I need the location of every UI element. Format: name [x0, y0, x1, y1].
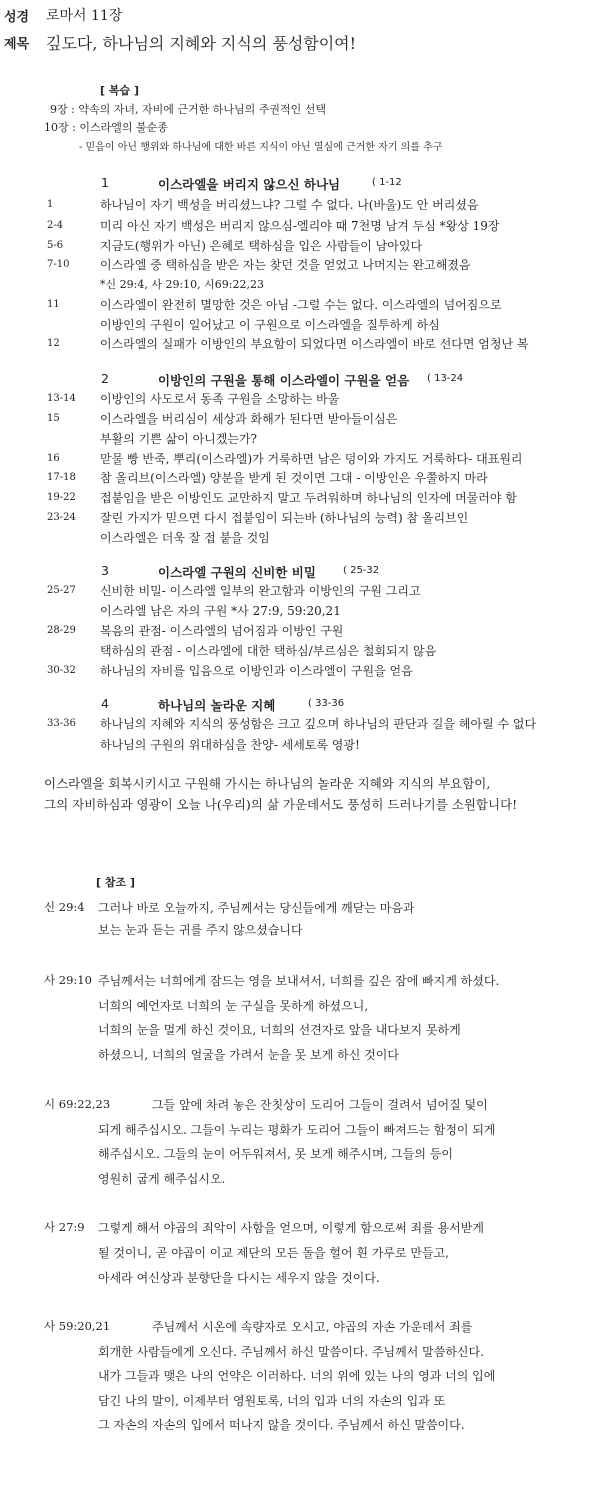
verse-ref: 15: [47, 413, 60, 424]
reference-line: 하셨으니, 너희의 얼굴을 가려서 눈을 못 보게 하신 것이다: [98, 1048, 399, 1062]
reference-line: 되게 해주십시오. 그들이 누리는 평화가 도리어 그들이 빠져드는 함정이 되게: [98, 1123, 496, 1137]
verse-ref: 28-29: [47, 625, 76, 636]
reference-line: 너희의 예언자로 너희의 눈 구실을 못하게 하셨으니,: [98, 999, 369, 1013]
verse-line: 이방인의 사도로서 동족 구원을 소망하는 바울: [100, 392, 340, 406]
reference-line: 해주십시오. 그들의 눈이 어두워져서, 못 보게 해주시며, 그들의 등이: [98, 1147, 453, 1161]
verse-ref: 5-6: [47, 240, 64, 251]
reference-line: 그 자손의 자손의 입에서 떠나지 않을 것이다. 주님께서 하신 말씀이다.: [98, 1418, 465, 1432]
reference-line: 회개한 사람들에게 오신다. 주님께서 하신 말씀이다. 주님께서 말씀하신다.: [98, 1345, 484, 1359]
reference-tag: [ 참조 ]: [96, 876, 135, 889]
verse-ref: 25-27: [47, 585, 76, 596]
section-range: ( 13-24: [427, 373, 464, 384]
verse-ref: 16: [47, 453, 60, 464]
reference-cite: 신 29:4: [44, 900, 85, 914]
verse-line: 이스라엘은 더욱 잘 접 붙을 것임: [100, 531, 270, 545]
review-ch10-sub: - 믿음이 아닌 행위와 하나님에 대한 바른 지식이 아닌 열심에 근거한 자기 의를 추구: [79, 142, 443, 153]
verse-line: 이스라엘 중 택하심을 받은 자는 찾던 것을 얻었고 나머지는 완고해졌음: [100, 258, 471, 272]
review-ch9: 9장 : 약속의 자녀, 자비에 근거한 하나님의 주권적인 선택: [50, 103, 326, 116]
verse-ref: 30-32: [47, 665, 76, 676]
reference-line: 될 것이니, 곧 야곱이 이교 제단의 모든 돌을 헐어 흰 가루로 만들고,: [98, 1246, 449, 1260]
review-ch10: 10장 : 이스라엘의 불순종: [44, 121, 168, 134]
reference-cite: 사 29:10: [44, 973, 92, 987]
verse-line: 잘린 가지가 믿으면 다시 접붙임이 되는바 (하나님의 능력) 참 올리브인: [100, 511, 469, 525]
reference-line: 그렇게 해서 야곱의 죄악이 사함을 얻으며, 이렇게 함으로써 죄를 용서받게: [98, 1221, 484, 1235]
verse-line: 택하심의 관점 - 이스라엘에 대한 택하심/부르심은 철회되지 않음: [100, 644, 437, 658]
label-scripture: 성경: [4, 10, 30, 25]
verse-line: 지금도(행위가 아닌) 은혜로 택하심을 입은 사람들이 남아있다: [100, 239, 423, 253]
verse-line: 부활의 기쁜 삶이 아니겠는가?: [100, 432, 257, 446]
verse-line: 하나님의 지혜와 지식의 풍성함은 크고 깊으며 하나님의 판단과 길을 헤아릴 수 없다: [100, 717, 537, 731]
reference-line: 보는 눈과 듣는 귀를 주지 않으셨습니다: [98, 923, 303, 937]
book-name: 로마서 11장: [46, 8, 123, 24]
verse-ref: 23-24: [47, 512, 76, 523]
verse-ref: 11: [47, 299, 60, 310]
review-tag: [ 복습 ]: [100, 84, 139, 97]
verse-line: 복음의 관점- 이스라엘의 넘어짐과 이방인 구원: [100, 624, 344, 638]
reference-cite: 사 27:9: [44, 1220, 85, 1234]
verse-ref: 19-22: [47, 492, 76, 503]
verse-line: 이스라엘 남은 자의 구원 *사 27:9, 59:20,21: [100, 604, 341, 618]
closing-line: 이스라엘을 회복시키시고 구원해 가시는 하나님의 놀라운 지혜와 지식의 부요함이,: [44, 776, 491, 791]
section-number: 1: [101, 175, 109, 190]
section-number: 3: [101, 563, 109, 578]
reference-line: 담긴 나의 말이, 이제부터 영원토록, 너의 입과 너의 자손의 입과 또: [98, 1394, 446, 1408]
verse-line: 하나님의 자비를 입음으로 이방인과 이스라엘이 구원을 얻음: [100, 664, 413, 678]
reference-line: 아세라 여신상과 분향단을 다시는 세우지 않을 것이다.: [98, 1271, 380, 1285]
label-title: 제목: [4, 37, 30, 52]
reference-line: 주님께서 시온에 속량자로 오시고, 야곱의 자손 가운데서 죄를: [152, 1320, 473, 1334]
reference-cite: 시 69:22,23: [44, 1097, 111, 1111]
section-number: 2: [101, 371, 109, 386]
verse-line: 이스라엘의 실패가 이방인의 부요함이 되었다면 이스라엘이 바로 선다면 엄청난 복: [100, 337, 529, 351]
reference-line: 너희의 눈을 멀게 하신 것이요, 너희의 선견자로 앞을 내다보지 못하게: [98, 1023, 461, 1037]
section-title: 이스라엘 구원의 신비한 비밀: [158, 565, 316, 580]
section-number: 4: [101, 696, 109, 711]
sermon-title: 깊도다, 하나님의 지혜와 지식의 풍성함이여!: [46, 34, 357, 53]
verse-ref: 1: [47, 199, 54, 210]
verse-line: 맏물 빵 반죽, 뿌리(이스라엘)가 거룩하면 남은 덩이와 가지도 거룩하다- 대표원리: [100, 452, 523, 466]
verse-line: 신비한 비밀- 이스라엘 일부의 완고함과 이방인의 구원 그리고: [100, 584, 421, 598]
verse-line: 하나님의 구원의 위대하심을 찬양- 세세토록 영광!: [100, 738, 360, 752]
section-title: 하나님의 놀라운 지혜: [158, 698, 276, 713]
section-title: 이스라엘을 버리지 않으신 하나님: [158, 177, 341, 192]
section-range: ( 1-12: [372, 177, 402, 188]
verse-line: 참 올리브(이스라엘) 양분을 받게 된 것이면 그대 - 이방인은 우쭐하지 마라: [100, 471, 488, 485]
verse-line: 하나님이 자기 백성을 버리셨느냐? 그럴 수 없다. 나(바울)도 안 버리셨음: [100, 198, 479, 212]
verse-line: 이스라엘이 완전히 멸망한 것은 아님 -그럴 수는 없다. 이스라엘의 넘어짐으로: [100, 298, 502, 312]
reference-line: 그들 앞에 차려 놓은 잔칫상이 도리어 그들이 걸려서 넘어질 덫이: [152, 1098, 488, 1112]
closing-line: 그의 자비하심과 영광이 오늘 나(우리)의 삶 가운데서도 풍성히 드러나기를 소원합니다!: [44, 797, 518, 812]
verse-ref: 12: [47, 338, 60, 349]
verse-ref: 33-36: [47, 718, 76, 729]
reference-line: 영원히 굽게 해주십시오.: [98, 1172, 226, 1186]
verse-line: 이방인의 구원이 일어났고 이 구원으로 이스라엘을 질투하게 하심: [100, 318, 440, 332]
reference-line: 주님께서는 너희에게 잠드는 영을 보내셔서, 너희를 깊은 잠에 빠지게 하셨다.: [98, 974, 500, 988]
verse-line: *신 29:4, 사 29:10, 시69:22,23: [100, 278, 264, 291]
verse-ref: 13-14: [47, 393, 76, 404]
verse-line: 접붙임을 받은 이방인도 교만하지 말고 두려워하며 하나님의 인자에 머물러야 함: [100, 491, 517, 505]
verse-line: 이스라엘을 버리심이 세상과 화해가 된다면 받아들이심은: [100, 412, 398, 426]
section-title: 이방인의 구원을 통해 이스라엘이 구원을 얻음: [158, 373, 410, 388]
reference-line: 그러나 바로 오늘까지, 주님께서는 당신들에게 깨닫는 마음과: [98, 901, 415, 915]
verse-ref: 7-10: [47, 259, 70, 270]
verse-line: 미리 아신 자기 백성은 버리지 않으심-엘리야 때 7천명 남겨 두심 *왕상 19장: [100, 219, 500, 233]
verse-ref: 2-4: [47, 220, 64, 231]
verse-ref: 17-18: [47, 472, 76, 483]
section-range: ( 33-36: [308, 698, 345, 709]
section-range: ( 25-32: [343, 565, 380, 576]
reference-line: 내가 그들과 맺은 나의 언약은 이러하다. 너의 위에 있는 나의 영과 너의 입에: [98, 1369, 496, 1383]
reference-cite: 사 59:20,21: [44, 1319, 111, 1333]
